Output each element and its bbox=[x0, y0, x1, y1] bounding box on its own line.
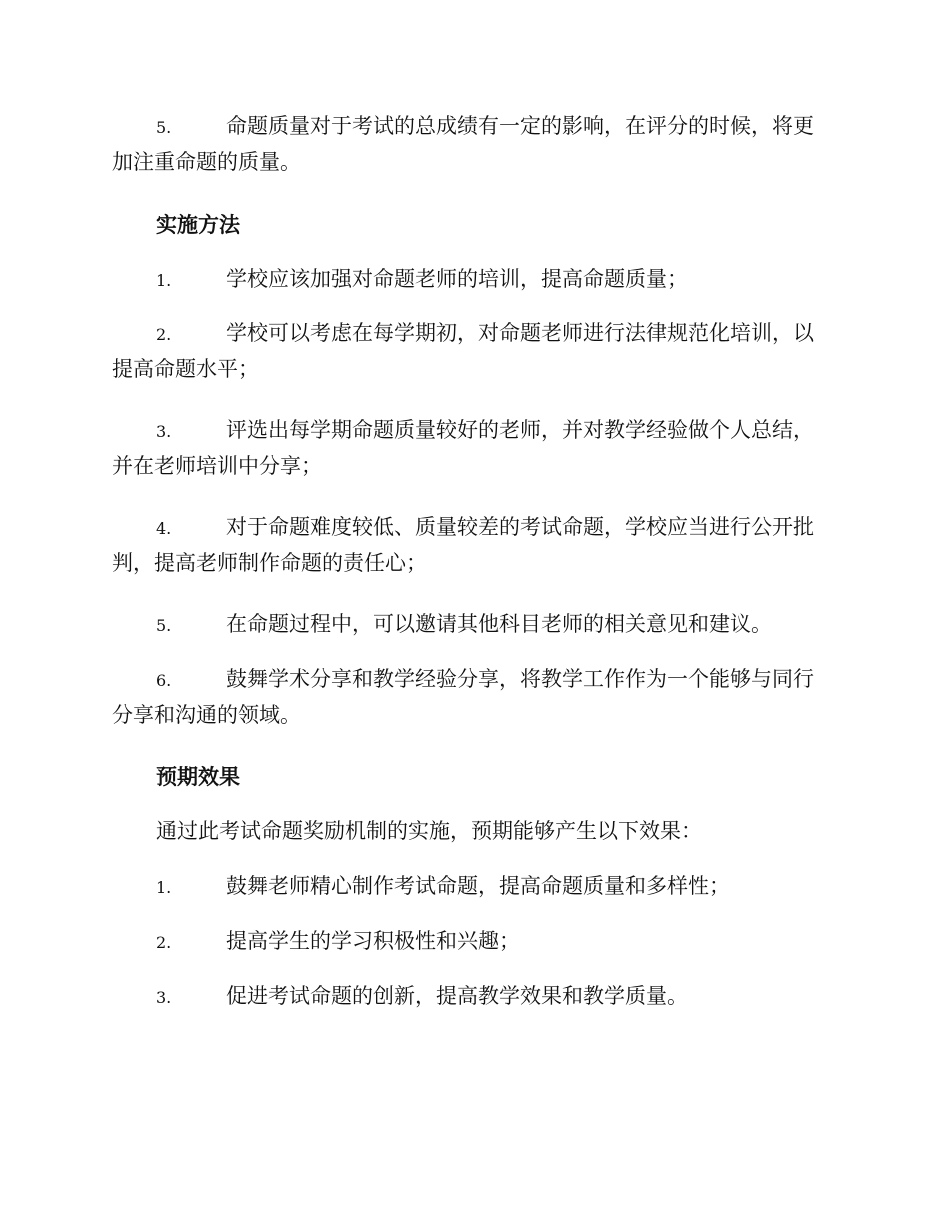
list-item bbox=[112, 662, 834, 733]
intro-paragraph: 通过此考试命题奖励机制的实施，预期能够产生以下效果： bbox=[156, 819, 702, 843]
list-text: 提高学生的学习积极性和兴趣； bbox=[226, 929, 520, 953]
list-number: 5. bbox=[156, 616, 172, 635]
list-number: 4. bbox=[156, 519, 172, 538]
list-number: 1. bbox=[156, 878, 172, 897]
list-text: 评选出每学期命题质量较好的老师，并对教学经验做个人总结，并在老师培训中分享； bbox=[112, 418, 814, 478]
list-item bbox=[112, 607, 834, 643]
list-number: 2. bbox=[156, 325, 172, 344]
list-number: 3. bbox=[156, 988, 172, 1007]
list-text: 促进考试命题的创新，提高教学效果和教学质量。 bbox=[226, 984, 688, 1008]
list-number: 1. bbox=[156, 271, 172, 290]
list-item bbox=[112, 924, 834, 960]
section-heading-expected: 预期效果 bbox=[156, 764, 240, 789]
list-text: 命题质量对于考试的总成绩有一定的影响，在评分的时候，将更加注重命题的质量。 bbox=[112, 114, 814, 174]
list-text: 学校可以考虑在每学期初，对命题老师进行法律规范化培训，以提高命题水平； bbox=[112, 321, 814, 381]
list-number: 5. bbox=[156, 118, 172, 137]
list-item bbox=[112, 869, 834, 905]
list-item bbox=[112, 413, 834, 484]
list-text: 在命题过程中，可以邀请其他科目老师的相关意见和建议。 bbox=[226, 612, 772, 636]
list-text: 鼓舞老师精心制作考试命题，提高命题质量和多样性； bbox=[226, 874, 730, 898]
section-heading-implementation: 实施方法 bbox=[156, 212, 240, 237]
list-number: 3. bbox=[156, 422, 172, 441]
list-item bbox=[112, 316, 834, 387]
list-item bbox=[112, 109, 834, 180]
list-text: 对于命题难度较低、质量较差的考试命题，学校应当进行公开批判，提高老师制作命题的责任心； bbox=[112, 515, 814, 575]
list-item bbox=[112, 262, 834, 298]
list-number: 2. bbox=[156, 933, 172, 952]
list-text: 学校应该加强对命题老师的培训，提高命题质量； bbox=[226, 267, 688, 291]
list-text: 鼓舞学术分享和教学经验分享，将教学工作作为一个能够与同行分享和沟通的领域。 bbox=[112, 667, 814, 727]
list-number: 6. bbox=[156, 671, 172, 690]
list-item bbox=[112, 510, 834, 581]
list-item bbox=[112, 979, 834, 1015]
